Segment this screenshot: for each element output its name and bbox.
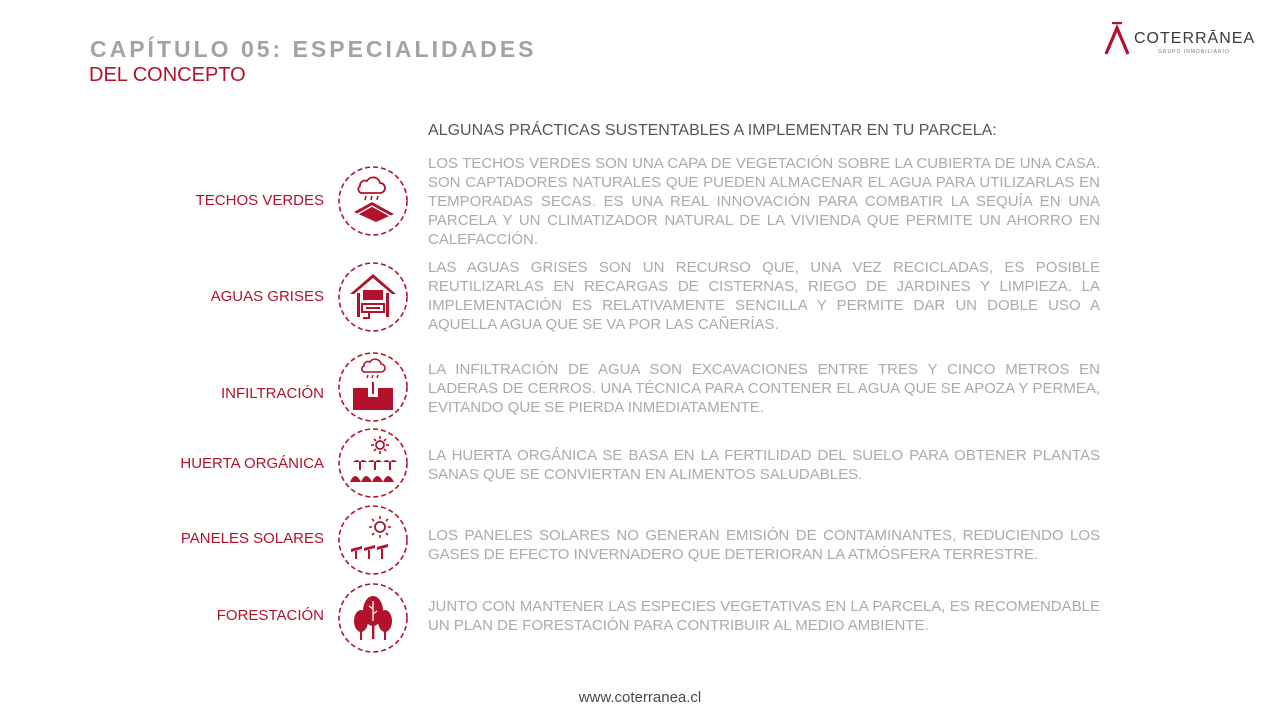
practice-label: AGUAS GRISES	[210, 288, 324, 305]
solar-panel-icon	[336, 503, 410, 577]
practice-label: HUERTA ORGÁNICA	[180, 455, 324, 472]
practices-heading: ALGUNAS PRÁCTICAS SUSTENTABLES A IMPLEMENTAR EN TU PARCELA:	[428, 122, 997, 139]
grey-water-house-icon	[336, 260, 410, 334]
practice-label: INFILTRACIÓN	[220, 385, 324, 402]
organic-garden-icon	[336, 426, 410, 500]
logo-mark-icon	[1104, 22, 1130, 56]
brand-logo	[1104, 18, 1256, 58]
website-footer[interactable]: www.coterranea.cl	[578, 689, 702, 706]
chapter-title: CAPÍTULO 05: ESPECIALIDADES	[90, 36, 537, 62]
practice-description: JUNTO CON MANTENER LAS ESPECIES VEGETATIVAS EN LA PARCELA, ES RECOMENDABLE UN PLAN DE FORESTACIÓN PARA CONTRIBUIR AL MEDIO AMBIENTE.	[428, 598, 1100, 634]
practice-label: FORESTACIÓN	[216, 607, 324, 624]
chapter-subtitle: DEL CONCEPTO	[89, 64, 246, 86]
practice-description: LA INFILTRACIÓN DE AGUA SON EXCAVACIONES ENTRE TRES Y CINCO METROS EN LADERAS DE CERROS. UNA TÉCNICA PARA CONTENER EL AGUA QUE SE APOZA Y PERMEA, EVITANDO QUE SE PIERDA INMEDIATAMENTE.	[428, 361, 1100, 416]
practice-label: TECHOS VERDES	[195, 192, 324, 209]
practice-description: LOS PANELES SOLARES NO GENERAN EMISIÓN DE CONTAMINANTES, REDUCIENDO LOS GASES DE EFECTO INVERNADERO QUE DETERIORAN LA ATMÓSFERA TERRESTRE.	[428, 527, 1100, 563]
infiltration-icon	[336, 350, 410, 424]
logo-tagline: GRUPO INMOBILIARIO	[1158, 49, 1230, 55]
green-roof-icon	[336, 164, 410, 238]
logo-wordmark: COTERRĀNEA	[1134, 30, 1256, 47]
trees-icon	[336, 581, 410, 655]
practice-label: PANELES SOLARES	[180, 530, 324, 547]
practice-description: LOS TECHOS VERDES SON UNA CAPA DE VEGETACIÓN SOBRE LA CUBIERTA DE UNA CASA. SON CAPTADORES NATURALES QUE PUEDEN ALMACENAR EL AGUA PARA UTILIZARLAS EN TEMPORADAS SECAS. ES UNA REAL INNOVACIÓN PARA COMBATIR LA SEQUÍA EN UNA PARCELA Y UN CLIMATIZADOR NATURAL DE LA VIVIENDA QUE PERMITE UN AHORRO EN CALEFACCIÓN.	[428, 155, 1100, 248]
practice-description: LAS AGUAS GRISES SON UN RECURSO QUE, UNA VEZ RECICLADAS, ES POSIBLE REUTILIZARLAS EN RECARGAS DE CISTERNAS, RIEGO DE JARDINES Y LIMPIEZA. LA IMPLEMENTACIÓN ES RELATIVAMENTE SENCILLA Y PERMITE DAR UN DOBLE USO A AQUELLA AGUA QUE SE VA POR LAS CAÑERÍAS.	[428, 259, 1100, 333]
practice-description: LA HUERTA ORGÁNICA SE BASA EN LA FERTILIDAD DEL SUELO PARA OBTENER PLANTAS SANAS QUE SE CONVIERTAN EN ALIMENTOS SALUDABLES.	[428, 447, 1100, 483]
